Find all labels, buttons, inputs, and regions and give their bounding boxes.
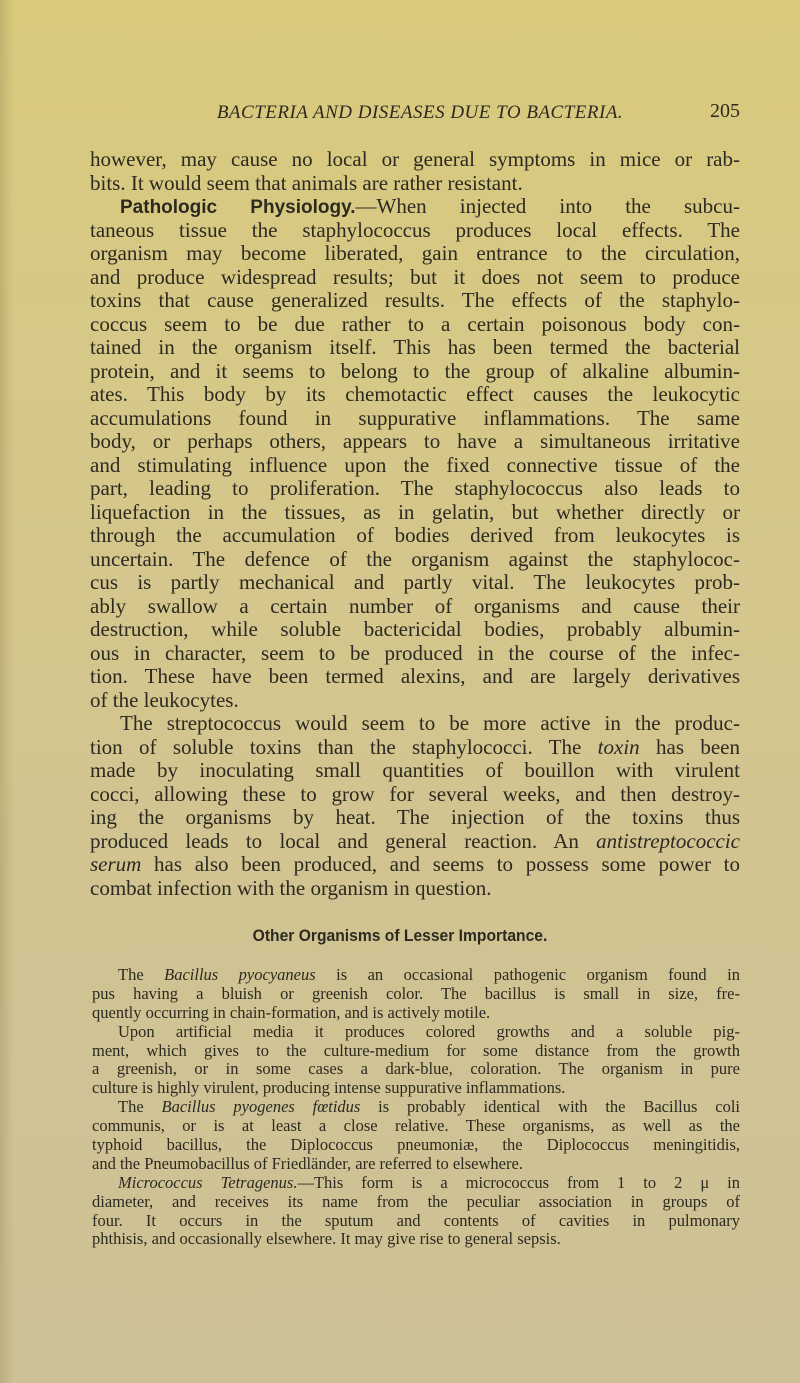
text-run: and produce widespread results; but it does not seem to produce [90, 264, 740, 289]
text-run: ous in character, seem to be produced in the course of the infec- [90, 640, 740, 665]
text-line [92, 1098, 740, 1117]
text-run: of the leukocytes. [90, 687, 239, 712]
text-line [92, 1060, 740, 1079]
text-line [90, 759, 740, 783]
text-run: diameter, and receives its name from the peculiar association in groups of [92, 1191, 740, 1211]
italic-term: Bacillus pyogenes fœtidus [161, 1097, 361, 1117]
text-run: ment, which gives to the culture-medium for some distance from the growth [92, 1040, 740, 1060]
text-run: Upon artificial media it produces colored growths and a soluble pig- [118, 1021, 740, 1041]
text-line [90, 524, 740, 548]
text-run: communis, or is at least a close relative. These organisms, as well as the [92, 1116, 740, 1136]
text-run: toxins that cause generalized results. The effects of the staphylo- [90, 288, 740, 312]
text-line [90, 383, 740, 407]
italic-term: serum [90, 852, 142, 876]
text-line [90, 360, 740, 384]
text-run: accumulations found in suppurative inflammations. The same [90, 405, 740, 430]
running-header [90, 100, 740, 126]
italic-term: Micrococcus Tetragenus. [118, 1172, 298, 1192]
text-run: is probably identical with the Bacillus coli [360, 1097, 741, 1117]
italic-term: toxin [597, 734, 640, 759]
text-line [90, 783, 740, 807]
text-line [92, 1155, 740, 1174]
text-line [90, 571, 740, 595]
text-run: has also been produced, and seems to possess some power to [141, 852, 740, 876]
text-line [90, 806, 740, 830]
text-run: protein, and it seems to belong to the group of alkaline albumin- [90, 358, 740, 383]
text-line [90, 618, 740, 642]
text-line [90, 642, 740, 666]
text-line [90, 830, 740, 854]
text-run: destruction, while soluble bactericidal bodies, probably albumin- [90, 617, 740, 641]
text-line [90, 336, 740, 360]
text-run: typhoid bacillus, the Diplococcus pneumoniæ, the Diplococcus meningitidis, [92, 1135, 740, 1155]
text-run: coccus seem to be due rather to a certain poisonous body con- [90, 311, 740, 336]
text-line [90, 313, 740, 337]
text-run: tion. These have been termed alexins, and are largely derivatives [90, 664, 740, 688]
text-run: combat infection with the organism in question. [90, 875, 492, 900]
text-line [90, 195, 740, 219]
text-line [90, 407, 740, 431]
text-run: —When injected into the subcu- [355, 194, 740, 218]
text-line [92, 1193, 740, 1212]
text-line [92, 1136, 740, 1155]
text-run: ably swallow a certain number of organisms and cause their [90, 593, 740, 618]
text-line [90, 689, 740, 713]
text-run: and stimulating influence upon the fixed connective tissue of the [90, 452, 740, 477]
text-line [90, 219, 740, 243]
text-run: cus is partly mechanical and partly vital. The leukocytes prob- [90, 570, 740, 594]
text-run: pus having a bluish or greenish color. The bacillus is small in size, fre- [92, 983, 740, 1003]
text-run: through the accumulation of bodies derived from leukocytes is [90, 523, 740, 547]
text-line [92, 1117, 740, 1136]
text-run: is an occasional pathogenic organism found in [315, 965, 740, 984]
text-line [92, 1004, 740, 1023]
text-line [92, 1174, 740, 1193]
text-run: ing the organisms by heat. The injection of the toxins thus [90, 805, 740, 829]
text-run: body, or perhaps others, appears to have a simultaneous irritative [90, 429, 740, 453]
text-line [90, 877, 740, 901]
text-line [90, 242, 740, 266]
text-run: produced leads to local and general reaction. An [90, 828, 597, 853]
text-run: however, may cause no local or general symptoms in mice or rab- [90, 147, 740, 171]
text-line [90, 477, 740, 501]
text-run: and the Pneumobacillus of Friedländer, are referred to elsewhere. [92, 1153, 523, 1173]
text-run: taneous tissue the staphylococcus produces local effects. The [90, 217, 740, 242]
text-line [90, 665, 740, 689]
text-line [90, 430, 740, 454]
small-print-text [92, 966, 740, 1249]
text-run: liquefaction in the tissues, as in gelatin, but whether directly or [90, 499, 740, 524]
text-run: The [118, 965, 165, 984]
italic-term: Bacillus pyocyaneus [164, 965, 316, 984]
text-run: organism may become liberated, gain entrance to the circulation, [90, 241, 740, 265]
run-in-heading: Pathologic Physiology. [120, 197, 356, 218]
text-run: tained in the organism itself. This has been termed the bacterial [90, 335, 740, 359]
text-run: quently occurring in chain-formation, and is actively motile. [92, 1002, 491, 1022]
text-line [92, 1023, 740, 1042]
text-run: has been [639, 734, 740, 759]
text-run: The [118, 1097, 162, 1117]
text-run: part, leading to proliferation. The staphylococcus also leads to [90, 476, 740, 500]
text-run: ates. This body by its chemotactic effect causes the leukocytic [90, 382, 740, 406]
text-line [90, 454, 740, 478]
page-binding-shadow [0, 0, 14, 1383]
text-run: phthisis, and occasionally elsewhere. It may give rise to general sepsis. [92, 1229, 561, 1249]
text-line [92, 1212, 740, 1231]
text-line [90, 595, 740, 619]
italic-term: antistreptococcic [596, 828, 740, 853]
text-line [90, 289, 740, 313]
main-body-text [90, 148, 740, 900]
text-line [90, 266, 740, 290]
text-run: uncertain. The defence of the organism against the staphylococ- [90, 546, 740, 571]
text-line [92, 1042, 740, 1061]
text-run: The streptococcus would seem to be more active in the produc- [120, 711, 740, 735]
text-line [90, 172, 740, 196]
text-line [92, 966, 740, 985]
text-run: cocci, allowing these to grow for several weeks, and then destroy- [90, 781, 740, 806]
running-title: BACTERIA AND DISEASES DUE TO BACTERIA. [216, 102, 624, 123]
text-line [90, 548, 740, 572]
text-line [92, 1230, 740, 1249]
text-line [92, 985, 740, 1004]
text-line [90, 853, 740, 877]
text-line [90, 712, 740, 736]
page-number: 205 [710, 100, 740, 122]
text-run: —This form is a micrococcus from 1 to 2 μ in [297, 1172, 740, 1192]
text-run: made by inoculating small quantities of bouillon with virulent [90, 758, 740, 782]
text-run: tion of soluble toxins than the staphylococci. The [90, 734, 598, 759]
text-line [92, 1079, 740, 1098]
text-line [90, 148, 740, 172]
text-line [90, 736, 740, 760]
text-run: culture is highly virulent, producing intense suppurative inflammations. [92, 1078, 566, 1098]
text-run: four. It occurs in the sputum and contents of cavities in pulmonary [92, 1210, 740, 1230]
text-run: bits. It would seem that animals are rather resistant. [90, 170, 523, 195]
text-line [90, 501, 740, 525]
text-run: a greenish, or in some cases a dark-blue, coloration. The organism in pure [92, 1059, 740, 1079]
section-heading: Other Organisms of Lesser Importance. [252, 926, 548, 945]
